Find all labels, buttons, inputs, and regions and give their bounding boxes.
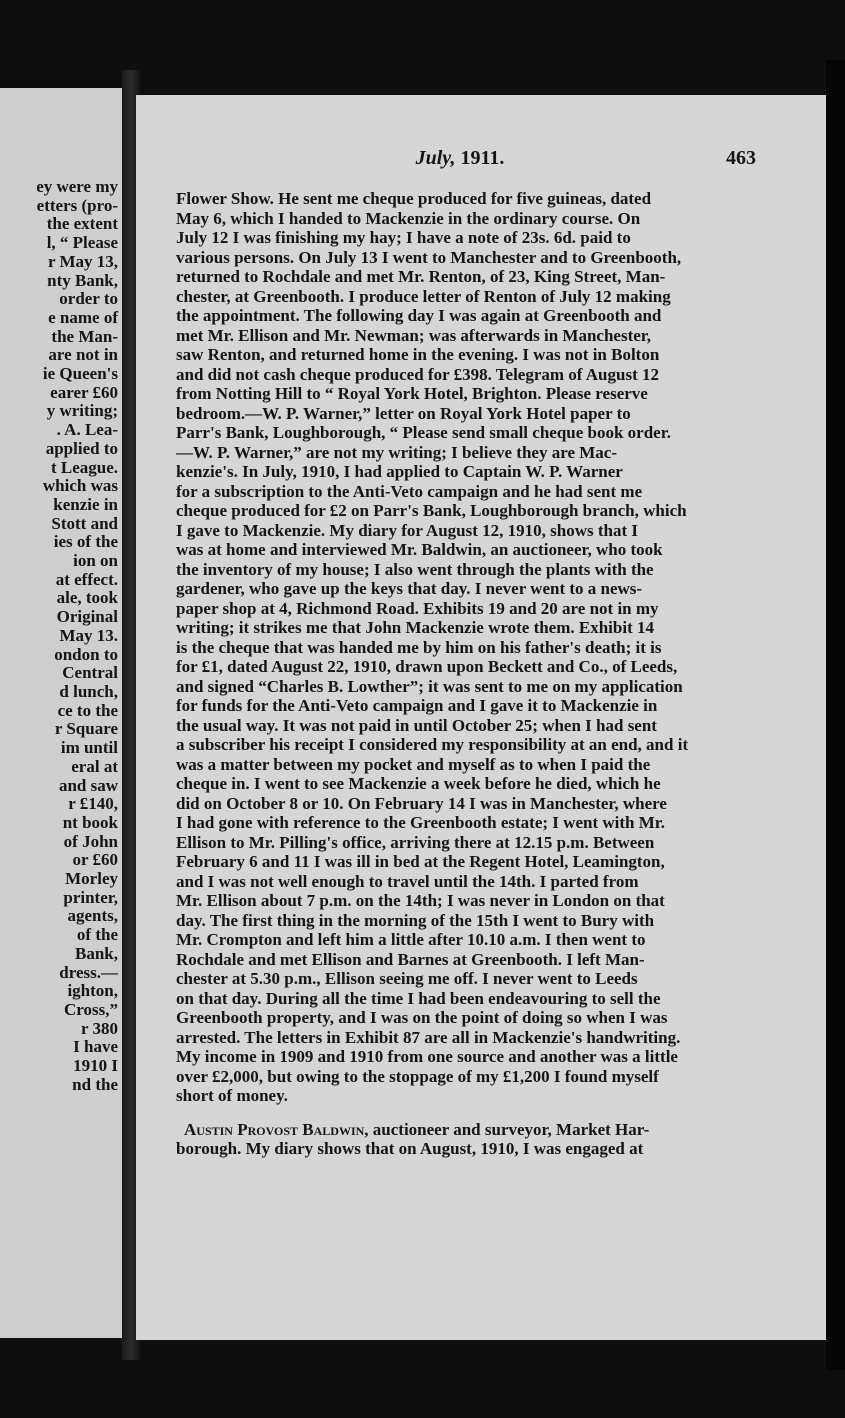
left-page-line: ale, took	[56, 588, 118, 608]
body-text	[176, 189, 768, 1159]
text-line: was at home and interviewed Mr. Baldwin, an auctioneer, who took	[176, 540, 663, 559]
text-line: I had gone with reference to the Greenbooth estate; I went with Mr.	[176, 813, 665, 832]
left-page-line: r £140,	[68, 794, 118, 814]
text-line: over £2,000, but owing to the stoppage of my £1,200 I found myself	[176, 1066, 659, 1086]
text-line: for funds for the Anti-Veto campaign and I gave it to Mackenzie in	[176, 696, 658, 715]
left-page-line: nty Bank,	[47, 270, 118, 290]
text-line: I gave to Mackenzie. My diary for August 12, 1910, shows that I	[176, 520, 638, 540]
paragraph-2-line-1	[176, 1120, 768, 1140]
text-line: —W. P. Warner,” are not my writing; I believe they are Mac-	[176, 442, 618, 462]
left-page-line: are not in	[48, 345, 118, 365]
left-page-line: order to	[59, 289, 118, 309]
left-page-line: ion on	[73, 551, 118, 571]
text-line: chester at 5.30 p.m., Ellison seeing me off. I never went to Leeds	[176, 969, 638, 988]
paragraph-2-line-1-rest: auctioneer and surveyor, Market Har-	[368, 1119, 650, 1139]
text-line: for £1, dated August 22, 1910, drawn upon Beckett and Co., of Leeds,	[176, 657, 678, 676]
left-page-line: Stott and	[51, 513, 118, 533]
running-title-year: 1911.	[460, 147, 505, 169]
text-line: various persons. On July 13 I went to Manchester and to Greenbooth,	[176, 247, 682, 267]
text-line: the usual way. It was not paid in until October 25; when I had sent	[176, 715, 657, 735]
left-page-line: applied to	[45, 438, 118, 458]
text-line: the inventory of my house; I also went through the plants with the	[176, 559, 654, 579]
text-line: Rochdale and met Ellison and Barnes at Greenbooth. I left Man-	[176, 949, 645, 969]
text-line: cheque produced for £2 on Parr's Bank, Loughborough branch, which	[176, 501, 687, 520]
text-line: Mr. Ellison about 7 p.m. on the 14th; I was never in London on that	[176, 891, 665, 910]
text-line: writing; it strikes me that John Mackenzie wrote them. Exhibit 14	[176, 618, 654, 637]
left-page-line: r Square	[54, 719, 118, 739]
running-title-month: July,	[415, 147, 456, 169]
left-page-line: Cross,”	[64, 999, 118, 1019]
left-page-line: May 13.	[59, 625, 118, 645]
left-page-line: earer £60	[50, 382, 118, 402]
text-line: July 12 I was finishing my hay; I have a note of 23s. 6d. paid to	[176, 228, 631, 247]
left-page-line: ighton,	[67, 981, 118, 1001]
text-line: is the cheque that was handed me by him on his father's death; it is	[176, 637, 662, 657]
text-line: chester, at Greenbooth. I produce letter of Renton of July 12 making	[176, 286, 671, 306]
left-page-line: etters (pro-	[36, 195, 118, 215]
text-line: gardener, who gave up the keys that day. I never went to a news-	[176, 579, 643, 598]
left-page	[0, 88, 122, 1338]
text-line: and did not cash cheque produced for £398. Telegram of August 12	[176, 364, 659, 384]
left-page-line: ondon to	[54, 644, 118, 664]
text-line: was a matter between my pocket and myself as to when I paid the	[176, 754, 651, 774]
left-page-line: ey were my	[36, 177, 118, 196]
left-page-line: Bank,	[75, 943, 118, 963]
text-line: day. The first thing in the morning of the 15th I went to Bury with	[176, 910, 655, 930]
text-line: the appointment. The following day I was again at Greenbooth and	[176, 306, 662, 325]
left-page-line: dress.—	[59, 962, 118, 982]
left-page-line: eral at	[71, 756, 118, 776]
right-edge-shadow	[826, 60, 845, 1370]
left-page-line: nd the	[72, 1074, 118, 1094]
left-page-line: ies of the	[53, 532, 118, 552]
left-page-line: nt book	[62, 812, 118, 832]
left-page-line: at effect.	[55, 569, 118, 589]
left-page-line: y writing;	[46, 401, 118, 421]
left-page-line: Morley	[65, 869, 118, 889]
paragraph-gap	[176, 1106, 768, 1120]
text-line: saw Renton, and returned home in the evening. I was not in Bolton	[176, 345, 660, 364]
left-page-line: and saw	[58, 775, 118, 795]
text-line: a subscriber his receipt I considered my responsibility at an end, and it	[176, 735, 689, 754]
left-page-line: ie Queen's	[42, 364, 118, 384]
running-head	[164, 147, 756, 173]
left-page-line: l, “ Please	[46, 233, 118, 253]
page-number: 463	[726, 147, 756, 169]
text-line: bedroom.—W. P. Warner,” letter on Royal York Hotel paper to	[176, 403, 631, 423]
left-page-line: . A. Lea-	[56, 420, 118, 440]
left-page-line: t League.	[50, 457, 118, 477]
text-line: Ellison to Mr. Pilling's office, arriving there at 12.15 p.m. Between	[176, 832, 655, 852]
left-page-line: kenzie in	[53, 494, 118, 514]
text-line: Parr's Bank, Loughborough, “ Please send small cheque book order.	[176, 423, 671, 442]
left-page-line: or £60	[72, 850, 118, 870]
text-line: kenzie's. In July, 1910, I had applied to Captain W. P. Warner	[176, 462, 623, 481]
left-page-line: 1910 I	[73, 1056, 118, 1076]
text-line: on that day. During all the time I had been endeavouring to sell the	[176, 988, 661, 1008]
text-line: paper shop at 4, Richmond Road. Exhibits 19 and 20 are not in my	[176, 598, 659, 618]
text-line: met Mr. Ellison and Mr. Newman; was afterwards in Manchester,	[176, 325, 652, 345]
text-line: and signed “Charles B. Lowther”; it was sent to me on my application	[176, 676, 683, 696]
text-line: Greenbooth property, and I was on the point of doing so when I was	[176, 1008, 668, 1027]
left-page-line: the Man-	[51, 326, 118, 346]
left-page-line: which was	[42, 476, 118, 496]
text-line: Mr. Crompton and left him a little after 10.10 a.m. I then went to	[176, 930, 646, 949]
left-page-line: the extent	[46, 214, 118, 234]
text-line: returned to Rochdale and met Mr. Renton, of 23, King Street, Man-	[176, 267, 666, 286]
paragraph-1	[176, 189, 768, 1106]
left-page-line: Original	[56, 607, 118, 627]
witness-name: Austin Provost Baldwin,	[184, 1119, 369, 1139]
left-page-line: e name of	[48, 307, 118, 327]
left-page-line: r May 13,	[47, 251, 118, 271]
right-page	[136, 95, 826, 1340]
left-page-line: ce to the	[57, 700, 118, 720]
text-line: for a subscription to the Anti-Veto campaign and he had sent me	[176, 481, 643, 501]
left-page-line: I have	[73, 1037, 118, 1057]
text-line: May 6, which I handed to Mackenzie in the ordinary course. On	[176, 208, 641, 228]
text-line: did on October 8 or 10. On February 14 I was in Manchester, where	[176, 793, 667, 813]
left-page-line: of John	[63, 831, 118, 851]
text-line: Flower Show. He sent me cheque produced for five guineas, dated	[176, 189, 652, 208]
left-page-line: r 380	[81, 1018, 118, 1038]
left-page-line: d lunch,	[59, 681, 118, 701]
text-line: short of money.	[176, 1086, 288, 1105]
text-line: and I was not well enough to travel until the 14th. I parted from	[176, 871, 639, 891]
left-page-line: Central	[62, 663, 118, 683]
text-line: My income in 1909 and 1910 from one source and another was a little	[176, 1047, 678, 1066]
left-page-line: printer,	[63, 887, 118, 907]
text-line: February 6 and 11 I was ill in bed at the Regent Hotel, Leamington,	[176, 852, 665, 871]
running-title	[164, 147, 756, 170]
text-line: cheque in. I went to see Mackenzie a week before he died, which he	[176, 774, 661, 793]
text-line: from Notting Hill to “ Royal York Hotel, Brighton. Please reserve	[176, 384, 648, 403]
left-page-line: im until	[60, 738, 118, 758]
left-page-line: of the	[76, 925, 118, 945]
paragraph-2-line-2: borough. My diary shows that on August, 1910, I was engaged at	[176, 1139, 644, 1158]
left-page-text	[36, 178, 118, 1094]
left-page-line: agents,	[67, 906, 118, 926]
text-line: arrested. The letters in Exhibit 87 are all in Mackenzie's handwriting.	[176, 1027, 681, 1047]
